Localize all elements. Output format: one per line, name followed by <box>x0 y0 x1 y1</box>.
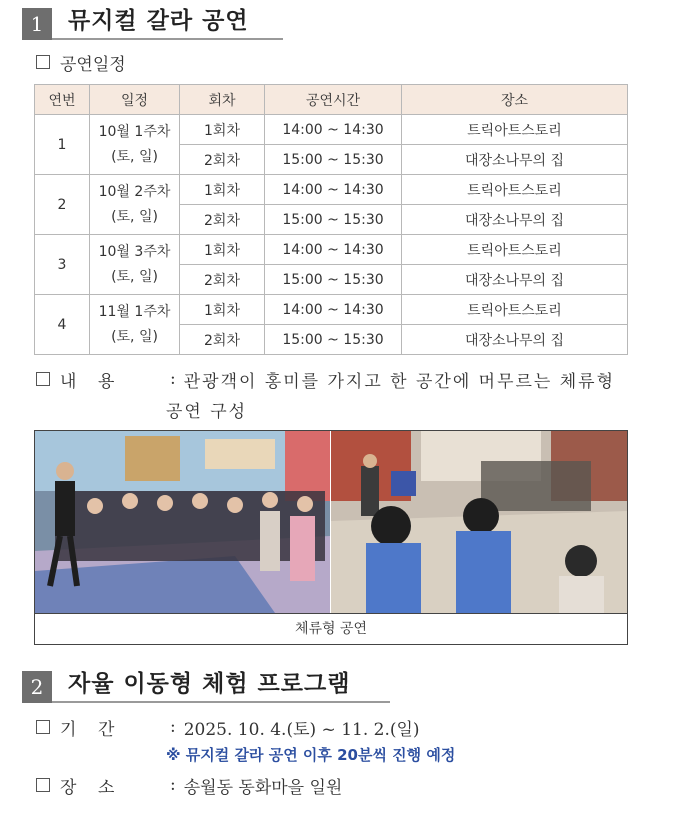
performance-photo-right <box>331 431 627 613</box>
cell-place: 트릭아트스토리 <box>402 235 628 265</box>
schedule-table <box>34 84 628 355</box>
place-label: 장 소 <box>60 777 115 798</box>
cell-place: 트릭아트스토리 <box>402 175 628 205</box>
checkbox-square-icon <box>36 55 50 69</box>
section-2-heading <box>22 667 390 703</box>
table-row <box>35 115 628 145</box>
cell-date-line1: 10월 2주차 <box>98 183 171 200</box>
header-time: 공연시간 <box>265 85 402 115</box>
cell-place: 대장소나무의 집 <box>402 145 628 175</box>
content-text-line1: 관광객이 홍미를 가지고 한 공간에 머무르는 체류형 <box>183 371 616 392</box>
street-performance-image <box>35 431 330 613</box>
section-1-title: 뮤지컬 갈라 공연 <box>52 6 283 40</box>
table-header-row <box>35 85 628 115</box>
cell-round: 1회차 <box>180 235 265 265</box>
cell-no: 3 <box>35 235 90 295</box>
header-place: 장소 <box>402 85 628 115</box>
cell-round: 2회차 <box>180 265 265 295</box>
performance-photo-left <box>35 431 330 613</box>
cell-date-line1: 10월 3주차 <box>98 243 171 260</box>
cell-time: 15:00 ~ 15:30 <box>265 205 402 235</box>
cell-place: 트릭아트스토리 <box>402 295 628 325</box>
cell-date <box>90 295 180 355</box>
cell-date-line2: (토, 일) <box>111 328 158 345</box>
place-text: 송월동 동화마을 일원 <box>183 777 343 798</box>
period-item <box>36 715 420 739</box>
period-note: ※ 뮤지컬 갈라 공연 이후 20분씩 진행 예정 <box>166 746 456 764</box>
content-label: 내 용 <box>60 371 115 392</box>
table-row <box>35 295 628 325</box>
schedule-item <box>36 50 126 74</box>
cell-place: 대장소나무의 집 <box>402 265 628 295</box>
cell-round: 2회차 <box>180 325 265 355</box>
cell-date-line2: (토, 일) <box>111 208 158 225</box>
cell-time: 15:00 ~ 15:30 <box>265 325 402 355</box>
cell-date <box>90 175 180 235</box>
content-text-line2-wrap <box>166 396 247 422</box>
cell-no: 4 <box>35 295 90 355</box>
header-date: 일정 <box>90 85 180 115</box>
cell-round: 1회차 <box>180 295 265 325</box>
cell-round: 1회차 <box>180 175 265 205</box>
checkbox-square-icon <box>36 720 50 734</box>
cell-time: 15:00 ~ 15:30 <box>265 265 402 295</box>
header-no: 연번 <box>35 85 90 115</box>
cell-date-line1: 10월 1주차 <box>98 123 171 140</box>
cell-time: 14:00 ~ 14:30 <box>265 175 402 205</box>
checkbox-square-icon <box>36 778 50 792</box>
place-colon: : <box>170 775 176 795</box>
section-1-heading <box>22 4 283 40</box>
cell-place: 트릭아트스토리 <box>402 115 628 145</box>
checkbox-square-icon <box>36 372 50 386</box>
place-item <box>36 773 342 797</box>
cell-place: 대장소나무의 집 <box>402 205 628 235</box>
cell-date-line2: (토, 일) <box>111 148 158 165</box>
content-item <box>36 366 615 392</box>
content-text-line2: 공연 구성 <box>166 401 248 422</box>
kids-watching-image <box>331 431 627 613</box>
cell-date-line1: 11월 1주차 <box>98 303 171 320</box>
cell-time: 14:00 ~ 14:30 <box>265 115 402 145</box>
cell-time: 14:00 ~ 14:30 <box>265 295 402 325</box>
cell-round: 2회차 <box>180 145 265 175</box>
cell-time: 15:00 ~ 15:30 <box>265 145 402 175</box>
cell-no: 1 <box>35 115 90 175</box>
cell-date-line2: (토, 일) <box>111 268 158 285</box>
period-text: 2025. 10. 4.(토) ~ 11. 2.(일) <box>183 719 420 740</box>
section-2-title: 자율 이동형 체험 프로그램 <box>52 669 390 703</box>
period-colon: : <box>170 717 176 737</box>
photo-panel <box>34 430 628 645</box>
section-1-number: 1 <box>22 8 52 40</box>
section-2-number: 2 <box>22 671 52 703</box>
cell-round: 2회차 <box>180 205 265 235</box>
schedule-label: 공연일정 <box>60 54 126 75</box>
cell-round: 1회차 <box>180 115 265 145</box>
header-round: 회차 <box>180 85 265 115</box>
cell-date <box>90 115 180 175</box>
cell-no: 2 <box>35 175 90 235</box>
table-row <box>35 175 628 205</box>
photo-caption: 체류형 공연 <box>35 613 627 644</box>
period-label: 기 간 <box>60 719 115 740</box>
cell-place: 대장소나무의 집 <box>402 325 628 355</box>
cell-date <box>90 235 180 295</box>
content-colon: : <box>170 369 176 389</box>
table-row <box>35 235 628 265</box>
cell-time: 14:00 ~ 14:30 <box>265 235 402 265</box>
